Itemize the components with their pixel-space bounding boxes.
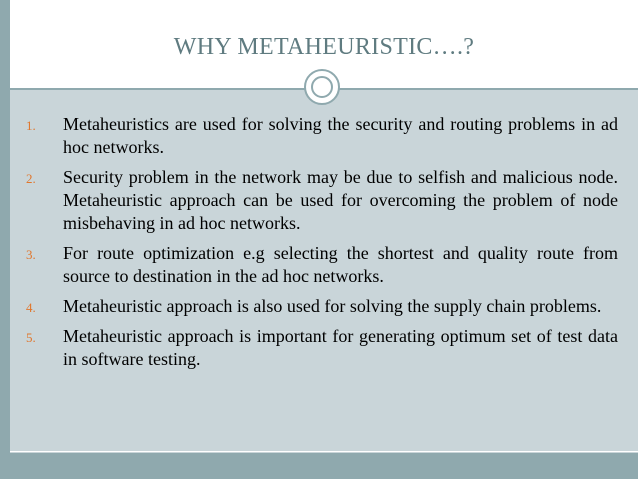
list-item <box>22 113 618 159</box>
list-number: 5. <box>26 330 36 345</box>
left-accent-border <box>0 0 10 479</box>
list-item <box>22 166 618 235</box>
list-text: For route optimization e.g selecting the shortest and quality route from source to destination in the ad hoc networks. <box>63 243 618 286</box>
list-text: Metaheuristics are used for solving the security and routing problems in ad hoc networks. <box>63 114 618 157</box>
list-number: 4. <box>26 300 36 315</box>
list-text: Security problem in the network may be due to selfish and malicious node. Metaheuristic approach can be used for overcoming the problem of node misbehaving in ad hoc networks. <box>63 167 618 233</box>
content-panel <box>10 90 638 453</box>
circle-ornament-icon <box>304 69 340 105</box>
footer-divider <box>10 451 638 452</box>
list-text: Metaheuristic approach is important for generating optimum set of test data in software testing. <box>63 326 618 369</box>
list-number: 1. <box>26 118 36 133</box>
circle-ornament-inner <box>311 76 333 98</box>
list-item <box>22 325 618 371</box>
list-number: 3. <box>26 247 36 262</box>
list-number: 2. <box>26 171 36 186</box>
list-text: Metaheuristic approach is also used for solving the supply chain problems. <box>63 296 602 316</box>
slide-title: WHY METAHEURISTIC….? <box>173 34 475 60</box>
list-item <box>22 242 618 288</box>
list-item <box>22 295 618 318</box>
footer-bar <box>10 453 638 479</box>
numbered-list <box>22 113 618 378</box>
